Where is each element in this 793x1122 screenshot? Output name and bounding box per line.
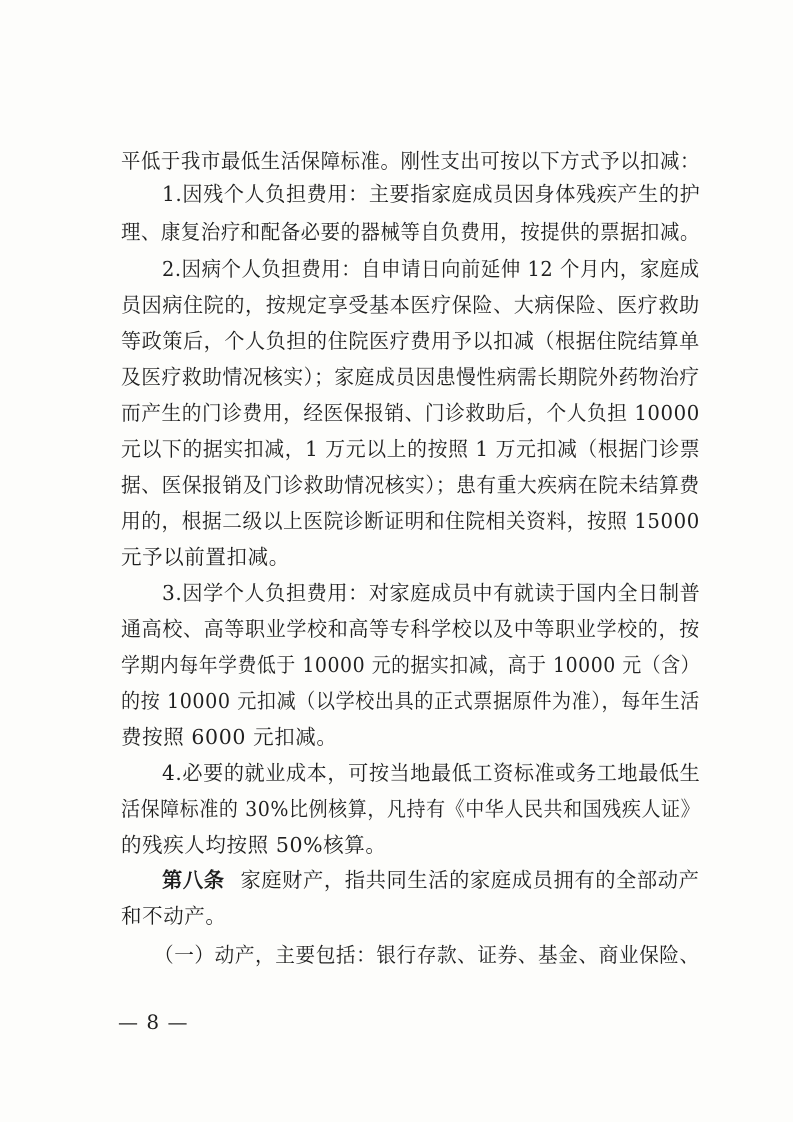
item2-line-7: 据、医保报销及门诊救助情况核实）；患有重大疾病在院未结算费 (121, 473, 700, 497)
page-number: — 8 — (118, 1010, 189, 1034)
item2-line-2: 员因病住院的，按规定享受基本医疗保险、大病保险、医疗救助 (121, 293, 700, 317)
item3-line-5: 费按照 6000 元扣减。 (121, 725, 338, 749)
item4-line-2: 活保障标准的 30%比例核算，凡持有《中华人民共和国残疾人证》 (121, 797, 701, 821)
article8-line-1-text: 家庭财产，指共同生活的家庭成员拥有的全部动产 (240, 868, 700, 892)
item1-line-1: 1.因残个人负担费用：主要指家庭成员因身体残疾产生的护 (162, 182, 701, 206)
article8-line-2: 和不动产。 (121, 904, 227, 928)
item2-line-5: 而产生的门诊费用，经医保报销、门诊救助后，个人负担 10000 (121, 401, 700, 425)
item3-line-3: 学期内每年学费低于 10000 元的据实扣减，高于 10000 元（含） (121, 653, 701, 677)
item2-line-1: 2.因病个人负担费用：自申请日向前延伸 12 个月内，家庭成 (162, 257, 700, 281)
item2-line-8: 用的，根据二级以上医院诊断证明和住院相关资料，按照 15000 (121, 509, 700, 533)
clause1-line-1: （一）动产，主要包括：银行存款、证券、基金、商业保险、 (154, 943, 700, 967)
item3-line-1: 3.因学个人负担费用：对家庭成员中有就读于国内全日制普 (162, 581, 701, 605)
item2-line-9: 元予以前置扣减。 (121, 545, 290, 569)
item3-line-2: 通高校、高等职业学校和高等专科学校以及中等职业学校的，按 (121, 617, 700, 641)
item4-line-3: 的残疾人均按照 50%核算。 (121, 833, 387, 857)
item2-line-4: 及医疗救助情况核实）；家庭成员因患慢性病需长期院外药物治疗 (121, 365, 700, 389)
item1-line-2: 理、康复治疗和配备必要的器械等自负费用，按提供的票据扣减。 (121, 220, 700, 244)
intro-line-1: 平低于我市最低生活保障标准。刚性支出可按以下方式予以扣减： (121, 149, 700, 173)
article8-line-1 (162, 864, 700, 896)
item2-line-3: 等政策后，个人负担的住院医疗费用予以扣减（根据住院结算单 (121, 329, 700, 353)
item3-line-4: 的按 10000 元扣减（以学校出具的正式票据原件为准），每年生活 (121, 689, 700, 713)
article8-heading: 第八条 (162, 868, 225, 892)
item4-line-1: 4.必要的就业成本，可按当地最低工资标准或务工地最低生 (162, 761, 701, 785)
item2-line-6: 元以下的据实扣减，1 万元以上的按照 1 万元扣减（根据门诊票 (121, 437, 701, 461)
